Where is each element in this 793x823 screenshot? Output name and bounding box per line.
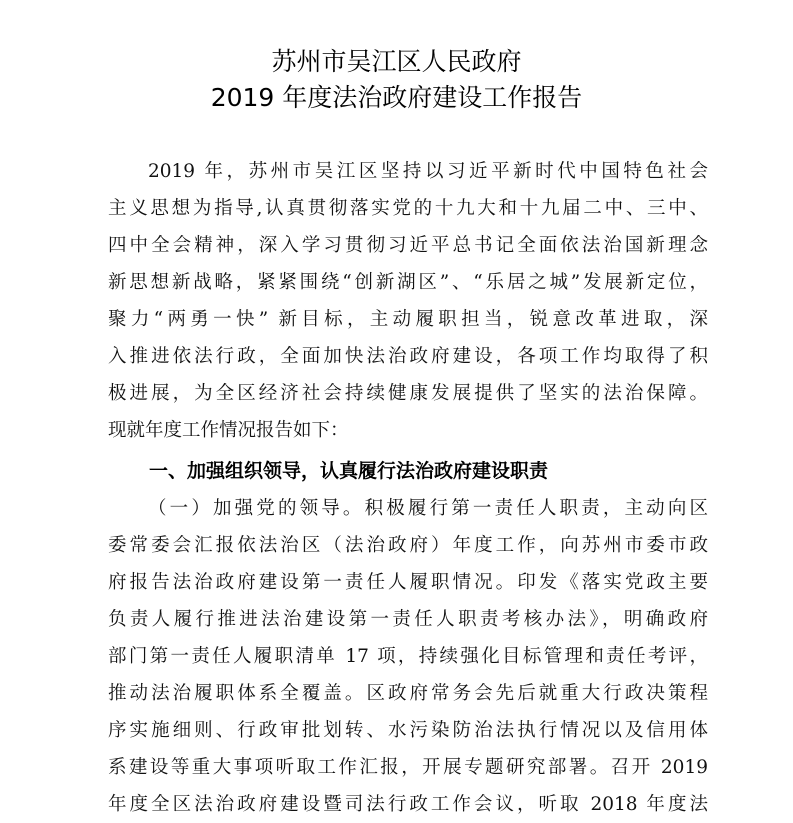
paragraph-line: 聚力“两勇一快” 新目标，主动履职担当，锐意改革进取，深 bbox=[108, 309, 708, 330]
paragraph-line: 负责人履行推进法治建设第一责任人职责考核办法》，明确政府 bbox=[108, 609, 708, 630]
paragraph-line: （一）加强党的领导。积极履行第一责任人职责，主动向区 bbox=[148, 498, 708, 519]
paragraph-line: 2019 年，苏州市吴江区坚持以习近平新时代中国特色社会 bbox=[148, 161, 708, 182]
paragraph-line: 推动法治履职体系全覆盖。区政府常务会先后就重大行政决策程 bbox=[108, 683, 708, 704]
document-title-line-2: 2019 年度法治政府建设工作报告 bbox=[210, 83, 583, 112]
paragraph-line: 序实施细则、行政审批划转、水污染防治法执行情况以及信用体 bbox=[108, 720, 708, 741]
paragraph-line: 四中全会精神，深入学习贯彻习近平总书记全面依法治国新理念 bbox=[108, 235, 708, 256]
paragraph-line: 入推进依法行政，全面加快法治政府建设，各项工作均取得了积 bbox=[108, 346, 708, 367]
paragraph-line: 部门第一责任人履职清单 17 项，持续强化目标管理和责任考评， bbox=[108, 646, 708, 667]
paragraph-line: 系建设等重大事项听取工作汇报，开展专题研究部署。召开 2019 bbox=[108, 757, 708, 778]
paragraph-line: 委常委会汇报依法治区（法治政府）年度工作，向苏州市委市政 bbox=[108, 535, 708, 556]
section-heading: 一、加强组织领导，认真履行法治政府建设职责 bbox=[149, 460, 549, 482]
paragraph-line: 主义思想为指导,认真贯彻落实党的十九大和十九届二中、三中、 bbox=[108, 198, 708, 219]
paragraph-line: 新思想新战略，紧紧围绕“创新湖区”、“乐居之城”发展新定位， bbox=[108, 272, 708, 293]
paragraph-line: 府报告法治政府建设第一责任人履职情况。印发《落实党政主要 bbox=[108, 572, 708, 593]
document-title-line-1: 苏州市吴江区人民政府 bbox=[271, 47, 522, 76]
paragraph-line: 现就年度工作情况报告如下： bbox=[108, 420, 349, 441]
paragraph-line: 极进展，为全区经济社会持续健康发展提供了坚实的法治保障。 bbox=[108, 383, 708, 404]
paragraph-line: 年度全区法治政府建设暨司法行政工作会议，听取 2018 年度法 bbox=[108, 794, 708, 815]
